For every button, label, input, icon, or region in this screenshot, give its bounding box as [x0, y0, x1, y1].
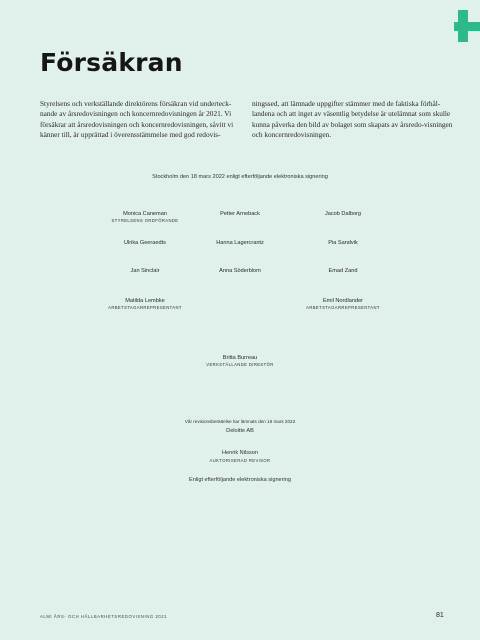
signatory [268, 239, 418, 247]
signatory-name: Jan Sinclair [130, 268, 160, 274]
signatory [165, 354, 315, 368]
closing-signing-note: Enligt efterföljande elektroniska signering [189, 477, 291, 483]
signing-place-date: Stockholm den 18 mars 2022 enligt efterföljande elektroniska signering [152, 174, 328, 180]
signatory-name: Matilda Lembke [125, 298, 165, 304]
intro-text-left: Styrelsens och verkställande direktörens försäkran vid underteck-nande av årsredovisningen och koncernredovisningen år 2021. Vi försäkrar att årsredovisningen och koncernredovisningen, såvitt vi känner till, är upprättad i överensstämmelse med god redovis- [40, 99, 234, 140]
corner-tab-decoration [454, 10, 480, 42]
auditor-name: Henrik Nilsson [221, 450, 259, 456]
auditor-report-note: Vår revisionsberättelse har lämnats den 18 mars 2022 [184, 419, 296, 424]
signatory-name: Britta Burreau [222, 355, 258, 361]
signatory [268, 297, 418, 311]
signatory-name: Pia Sandvik [328, 240, 358, 246]
signatory-role: ARBETSTAGARREPRESENTANT [306, 305, 380, 310]
page-number: 81 [436, 612, 444, 619]
signatory [268, 267, 418, 275]
signatory-name: Jacob Dalborg [324, 211, 362, 217]
signatory-name: Emad Zand [328, 268, 358, 274]
signatory-role: ARBETSTAGARREPRESENTANT [108, 305, 182, 310]
signatory [268, 210, 418, 218]
signatory-name: Monica Caneman [123, 211, 167, 217]
footer-publication-title: ALMI ÅRS- OCH HÅLLBARHETSREDOVISNING 2021 [40, 614, 168, 619]
signatory [70, 297, 220, 311]
signatory-role: STYRELSENS ORDFÖRANDE [111, 218, 179, 223]
signatory-name: Petter Arneback [220, 211, 260, 217]
auditor-role: AUKTORISERAD REVISOR [209, 458, 271, 463]
signatory-name: Anna Söderblom [219, 268, 261, 274]
auditor-firm: Deloitte AB [226, 428, 254, 434]
signatory-name: Emil Nordlander [322, 298, 364, 304]
signatory-role: VERKSTÄLLANDE DIREKTÖR [206, 362, 274, 367]
signatory-name: Ulrika Geeraedts [124, 240, 166, 246]
signatory-name: Hanna Lagercrantz [216, 240, 264, 246]
intro-text-right: ningssed, att lämnade uppgifter stämmer med de faktiska förhål-landena och att inget av väsentlig betydelse är utelämnat som skulle kunna påverka den bild av bolaget som skapats av årsredo-visningen och koncernredovisningen. [252, 99, 453, 140]
page-title: Försäkran [40, 48, 183, 77]
